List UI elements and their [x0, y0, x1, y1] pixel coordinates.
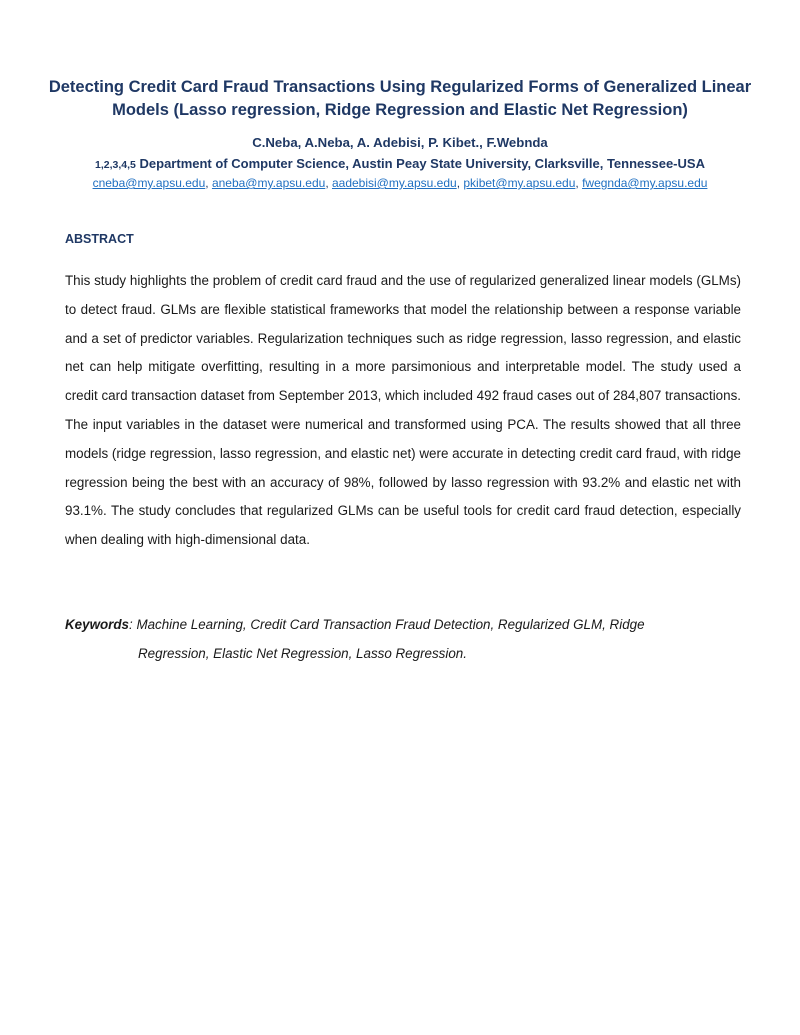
abstract-heading: ABSTRACT [65, 232, 134, 246]
email-link-cneba[interactable]: cneba@my.apsu.edu [92, 176, 206, 190]
email-link-pkibet[interactable]: pkibet@my.apsu.edu [463, 176, 576, 190]
email-separator: , [456, 176, 464, 190]
abstract-text: This study highlights the problem of credit card fraud and the use of regularized generalized linear models (GLMs) to detect fraud. GLMs are flexible statistical frameworks that model the relationship between a response variable and a set of predictor variables. Regularization techniques such as ridge regression, lasso regression, and elastic net can help mitigate overfitting, resulting in a more parsimonious and interpretable model. The study used a credit card transaction dataset from September 2013, which included 492 fraud cases out of 284,807 transactions. The input variables in the dataset were numerical and transformed using PCA. The results showed that all three models (ridge regression, lasso regression, and elastic net) were accurate in detecting credit card fraud, with ridge regression being the best with an accuracy of 98%, followed by lasso regression with 93.2% and elastic net with 93.1%. The study concludes that regularized GLMs can be useful tools for credit card fraud detection, especially when dealing with high-dimensional data. [65, 273, 741, 548]
affiliation [40, 155, 760, 174]
email-separator: , [575, 176, 583, 190]
email-separator: , [325, 176, 332, 190]
keywords-section [65, 611, 741, 669]
affiliation-text: Department of Computer Science, Austin Peay State University, Clarksville, Tennessee-USA [139, 156, 705, 171]
email-link-aadebisi[interactable]: aadebisi@my.apsu.edu [331, 176, 457, 190]
author-list: C.Neba, A.Neba, A. Adebisi, P. Kibet., F.Webnda [252, 135, 548, 150]
email-link-fwegnda[interactable]: fwegnda@my.apsu.edu [582, 176, 708, 190]
email-separator: , [205, 176, 212, 190]
email-link-aneba[interactable]: aneba@my.apsu.edu [211, 176, 326, 190]
paper-title: Detecting Credit Card Fraud Transactions Using Regularized Forms of Generalized Linear Models (Lasso regression, Ridge Regression and Elastic Net Regression) [48, 78, 752, 119]
keywords-line-2: Regression, Elastic Net Regression, Lasso Regression. [138, 645, 467, 661]
keywords-label: Keywords [65, 617, 129, 632]
email-list [40, 175, 760, 192]
keywords-line-1: : Machine Learning, Credit Card Transaction Fraud Detection, Regularized GLM, Ridge [129, 617, 645, 632]
affiliation-superscripts: 1,2,3,4,5 [95, 159, 136, 171]
